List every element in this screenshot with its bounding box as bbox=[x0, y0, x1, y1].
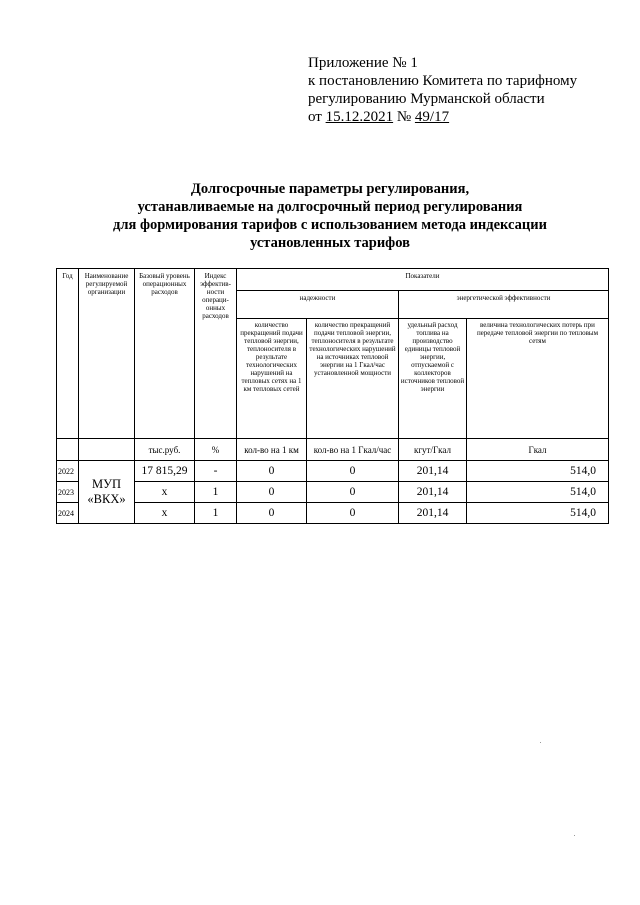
row-heat-losses: 514,0 bbox=[467, 461, 609, 482]
row-index: 1 bbox=[195, 482, 237, 503]
organization-name bbox=[79, 461, 135, 524]
row-interruptions-per-gcal: 0 bbox=[307, 461, 399, 482]
appendix-line-1: Приложение № 1 bbox=[308, 55, 418, 71]
title-line-2: устанавливаемые на долгосрочный период регулирования bbox=[137, 199, 523, 215]
title-line-3: для формирования тарифов с использованием метода индексации bbox=[113, 217, 547, 233]
org-name-line-1: МУП bbox=[92, 477, 121, 491]
row-year: 2024 bbox=[57, 503, 79, 524]
table-row bbox=[57, 482, 609, 503]
header-reliability: надежности bbox=[237, 291, 399, 319]
row-index: 1 bbox=[195, 503, 237, 524]
row-base-opex: х bbox=[135, 503, 195, 524]
parameters-table bbox=[56, 268, 609, 524]
appendix-block bbox=[308, 54, 608, 126]
header-interruptions-per-km: количество прекращений подачи тепловой энергии, теплоносителя в результате технологических нарушений на тепловых сетях на 1 км тепловых сетей bbox=[237, 319, 307, 439]
row-fuel-consumption: 201,14 bbox=[399, 482, 467, 503]
row-year: 2022 bbox=[57, 461, 79, 482]
table-row bbox=[57, 503, 609, 524]
row-interruptions-per-gcal: 0 bbox=[307, 482, 399, 503]
document-title bbox=[70, 180, 590, 252]
header-indicators: Показатели bbox=[237, 269, 609, 291]
header-heat-losses: величина технологических потерь при передаче тепловой энергии по тепловым сетям bbox=[467, 319, 609, 439]
row-interruptions-per-gcal: 0 bbox=[307, 503, 399, 524]
row-interruptions-per-km: 0 bbox=[237, 503, 307, 524]
header-energy-efficiency: энергетической эффективности bbox=[399, 291, 609, 319]
unit-heat-losses: Гкал bbox=[467, 439, 609, 461]
unit-year-empty bbox=[57, 439, 79, 461]
row-year: 2023 bbox=[57, 482, 79, 503]
number-prefix: № bbox=[393, 109, 415, 125]
appendix-line-2: к постановлению Комитета по тарифному bbox=[308, 73, 578, 89]
unit-base-opex: тыс.руб. bbox=[135, 439, 195, 461]
scan-speck bbox=[574, 835, 575, 836]
header-interruptions-per-gcal: количество прекращений подачи тепловой энергии, теплоносителя в результате технологических нарушений на источниках тепловой энергии на 1 Гкал/час установленной мощности bbox=[307, 319, 399, 439]
resolution-date: 15.12.2021 bbox=[325, 109, 394, 125]
resolution-number: 49/17 bbox=[414, 109, 450, 125]
table-row bbox=[57, 461, 609, 482]
org-name-line-2: «ВКХ» bbox=[87, 492, 126, 506]
header-base-opex: Базовый уровень операционных расходов bbox=[135, 269, 195, 439]
row-interruptions-per-km: 0 bbox=[237, 482, 307, 503]
row-index: - bbox=[195, 461, 237, 482]
row-base-opex: 17 815,29 bbox=[135, 461, 195, 482]
unit-index: % bbox=[195, 439, 237, 461]
row-heat-losses: 514,0 bbox=[467, 503, 609, 524]
date-prefix: от bbox=[308, 109, 326, 125]
title-line-4: установленных тарифов bbox=[250, 235, 410, 251]
unit-org-empty bbox=[79, 439, 135, 461]
row-interruptions-per-km: 0 bbox=[237, 461, 307, 482]
header-efficiency-index: Индекс эффектив-ности операци-онных расходов bbox=[195, 269, 237, 439]
row-heat-losses: 514,0 bbox=[467, 482, 609, 503]
unit-interruptions-per-km: кол-во на 1 км bbox=[237, 439, 307, 461]
header-organization: Наименование регулируемой организации bbox=[79, 269, 135, 439]
header-specific-fuel-consumption: удельный расход топлива на производство единицы тепловой энергии, отпускаемой с коллекторов источников тепловой энергии bbox=[399, 319, 467, 439]
row-base-opex: х bbox=[135, 482, 195, 503]
row-fuel-consumption: 201,14 bbox=[399, 461, 467, 482]
row-fuel-consumption: 201,14 bbox=[399, 503, 467, 524]
title-line-1: Долгосрочные параметры регулирования, bbox=[190, 181, 470, 197]
unit-fuel-consumption: кгут/Гкал bbox=[399, 439, 467, 461]
appendix-line-3: регулированию Мурманской области bbox=[308, 91, 545, 107]
header-year: Год bbox=[57, 269, 79, 439]
scan-speck bbox=[540, 742, 541, 743]
appendix-date-line bbox=[308, 108, 608, 126]
unit-interruptions-per-gcal: кол-во на 1 Гкал/час bbox=[307, 439, 399, 461]
